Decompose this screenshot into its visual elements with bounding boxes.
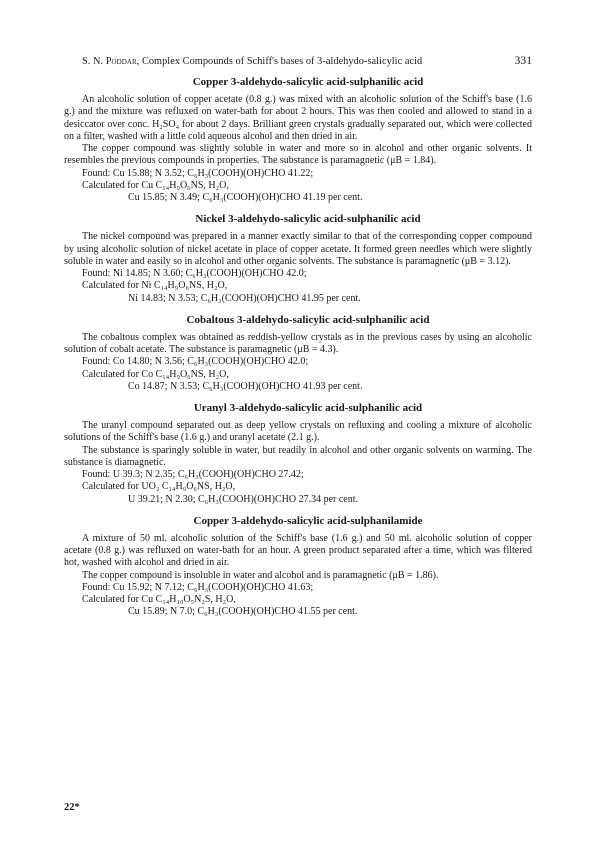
calculated-line: Calculated for Cu C₁₄H₉O₆NS, H₂O, xyxy=(82,179,229,191)
paragraph: The substance is sparingly soluble in water, but readily in alcohol and other organic solvents on warming. The substance is diamagnetic. xyxy=(64,444,532,468)
found-line: Found: U 39.3; N 2.35; C₆H₃(COOH)(OH)CHO 27.42; xyxy=(82,469,304,480)
analysis-data xyxy=(64,469,532,506)
signature-mark: 22* xyxy=(64,802,80,813)
section-heading: Uranyl 3-aldehydo-salicylic acid-sulphanilic acid xyxy=(193,402,423,414)
section-heading: Cobaltous 3-aldehydo-salicylic acid-sulphanilic acid xyxy=(186,313,430,326)
section-nickel-sulphanilic xyxy=(64,212,532,305)
calculated-line: Calculated for Co C₁₄H₉O₆NS, H₂O, xyxy=(82,368,229,380)
calculated-line: Calculated for Ni C₁₄H₉O₆NS, H₂O, xyxy=(82,280,228,292)
calculated-values-line: Cu 15.85; N 3.49; C₆H₃(COOH)(OH)CHO 41.19 per cent. xyxy=(128,192,363,203)
header-author: S. N. Poddar, xyxy=(82,56,140,67)
section-copper-sulphanilic xyxy=(64,75,532,204)
calculated-line: Calculated for UO₂ C₁₄H₉O₆NS, H₂O, xyxy=(82,481,236,493)
calculated-values-line: Ni 14.83; N 3.53; C₆H₃(COOH)(OH)CHO 41.95 per cent. xyxy=(128,292,361,304)
page-number: 331 xyxy=(514,55,532,67)
found-line: Found: Cu 15.88; N 3.52; C₆H₃(COOH)(OH)CHO 41.22; xyxy=(82,167,314,179)
paragraph: The uranyl compound separated out as deep yellow crystals on refluxing and cooling a mixture of alcoholic solutions of the Schiff's base (1.6 g.) and uranyl acetate (2.1 g.). xyxy=(64,420,532,444)
found-line: Found: Co 14.80; N 3.56; C₆H₃(COOH)(OH)CHO 42.0; xyxy=(82,356,309,368)
section-heading: Copper 3-aldehydo-salicylic acid-sulphanilic acid xyxy=(192,76,424,88)
analysis-data xyxy=(64,268,532,305)
running-header xyxy=(82,56,532,67)
analysis-data xyxy=(64,356,532,393)
section-copper-sulphanilamide xyxy=(64,514,532,619)
section-cobaltous-sulphanilic xyxy=(64,313,532,393)
analysis-data xyxy=(64,168,532,205)
section-heading: Copper 3-aldehydo-salicylic acid-sulphanilamide xyxy=(193,514,423,527)
paragraph: The nickel compound was prepared in a manner exactly similar to that of the corresponding copper compound by using alcoholic solution of nickel acetate in place of copper acetate. It formed green needles which were slightly soluble in water and easily so in alcohol and other organic solvents. The substance is paramagnetic (μB = 3.12). xyxy=(64,231,532,267)
section-uranyl-sulphanilic xyxy=(64,401,532,506)
paragraph: A mixture of 50 ml. alcoholic solution of the Schiff's base (1.6 g.) and 50 ml. alcoholic solution of copper acetate (0.8 g.) was refluxed on water-bath for an hour. A green product separated after a time, which was filtered hot, washed with alcohol and dried in air. xyxy=(64,532,532,569)
section-heading: Nickel 3-aldehydo-salicylic acid-sulphanilic acid xyxy=(195,213,421,226)
paragraph: The cobaltous complex was obtained as reddish-yellow crystals as in the previous cases by using an alcoholic solution of cobalt acetate. The substance is paramagnetic (μB = 4.3). xyxy=(64,331,532,355)
found-line: Found: Cu 15.92; N 7.12; C₆H₃(COOH)(OH)CHO 41.63; xyxy=(82,581,314,593)
article-body xyxy=(64,75,532,619)
paragraph: The copper compound was slightly soluble in water and more so in alcohol and other organic solvents. It resembles the previous compounds in properties. The substance is paramagnetic (μB = 1.84). xyxy=(64,143,532,167)
analysis-data xyxy=(64,582,532,619)
calculated-line: Calculated for Cu C₁₄H₁₀O₅N₂S, H₂O, xyxy=(82,594,236,605)
found-line: Found: Ni 14.85; N 3.60; C₆H₃(COOH)(OH)CHO 42.0; xyxy=(82,268,307,279)
paragraph: The copper compound is insoluble in water and alcohol and is paramagnetic (μB = 1.86). xyxy=(82,569,439,581)
calculated-values-line: Cu 15.89; N 7.0; C₆H₃(COOH)(OH)CHO 41.55 per cent. xyxy=(128,606,358,618)
paragraph: An alcoholic solution of copper acetate (0.8 g.) was mixed with an alcoholic solution of the Schiff's base (1.6 g.) and the mixture was refluxed on water-bath for about 2 hours. This was then cooled and allowed to stand in a desiccator over conc. H₂SO₄ for about 2 days. Brilliant green crystals gradually separated out, which were collected on a filter, washed with a little cold aqueous alcohol and then dried in air. xyxy=(64,94,532,142)
calculated-values-line: U 39.21; N 2.30; C₆H₃(COOH)(OH)CHO 27.34 per cent. xyxy=(128,493,358,505)
header-title: Complex Compounds of Schiff's bases of 3-aldehydo-salicylic acid xyxy=(141,56,423,67)
calculated-values-line: Co 14.87; N 3.53; C₆H₃(COOH)(OH)CHO 41.93 per cent. xyxy=(128,380,363,392)
